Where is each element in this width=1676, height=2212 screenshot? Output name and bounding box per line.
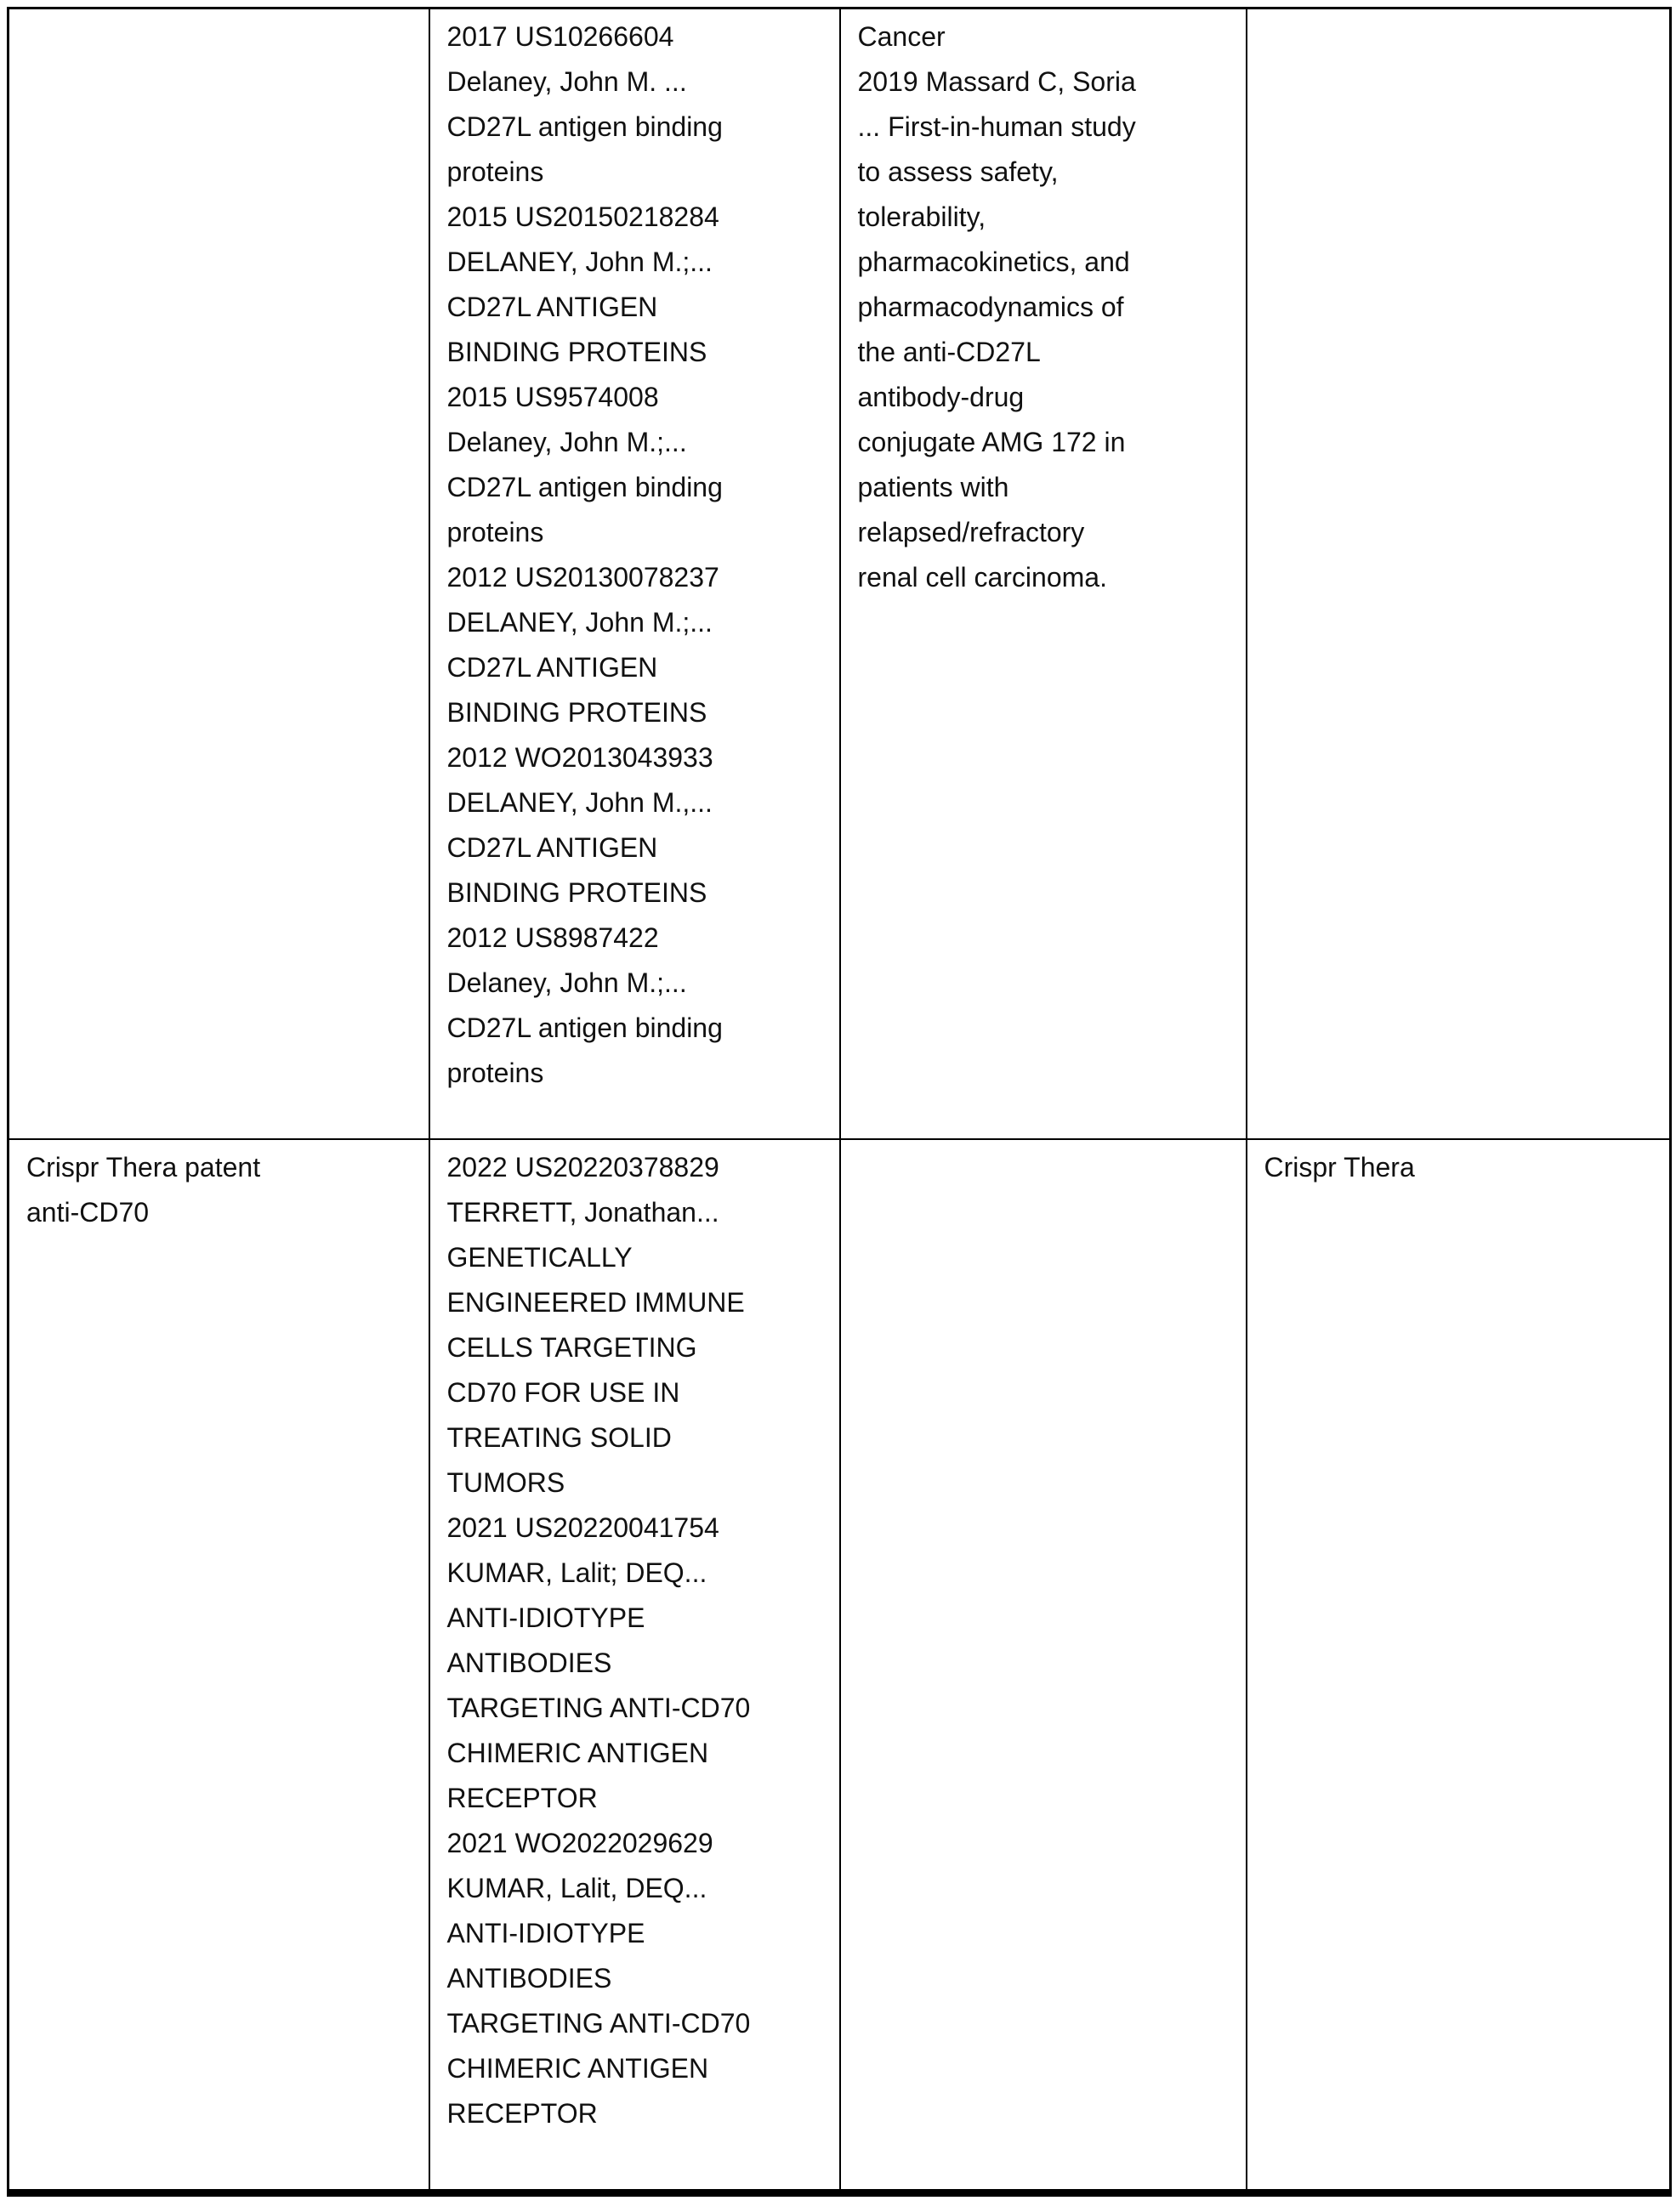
table-row: [9, 9, 1671, 1139]
patent-table: [7, 7, 1672, 2197]
cell-patent-list: 2022 US20220378829 TERRETT, Jonathan... GENETICALLY ENGINEERED IMMUNE CELLS TARGETING CD70 FOR USE IN TREATING SOLID TUMORS 2021 US20220041754 KUMAR, Lalit; DEQ... ANTI-IDIOTYPE ANTIBODIES TARGETING ANTI-CD70 CHIMERIC ANTIGEN RECEPTOR 2021 WO2022029629 KUMAR, Lalit, DEQ... ANTI-IDIOTYPE ANTIBODIES TARGETING ANTI-CD70 CHIMERIC ANTIGEN RECEPTOR: [429, 1139, 840, 2193]
cell-patent-list: 2017 US10266604 Delaney, John M. ... CD27L antigen binding proteins 2015 US20150218284 DELANEY, John M.;... CD27L ANTIGEN BINDING PROTEINS 2015 US9574008 Delaney, John M.;... CD27L antigen binding proteins 2012 US20130078237 DELANEY, John M.;... CD27L ANTIGEN BINDING PROTEINS 2012 WO2013043933 DELANEY, John M.,... CD27L ANTIGEN BINDING PROTEINS 2012 US8987422 Delaney, John M.;... CD27L antigen binding proteins: [429, 9, 840, 1139]
cell-publication-list: Cancer 2019 Massard C, Soria ... First-in-human study to assess safety, tolerability, pharmacokinetics, and pharmacodynamics of the anti-CD27L antibody-drug conjugate AMG 172 in patients with relapsed/refractory renal cell carcinoma.: [840, 9, 1247, 1139]
table-row: [9, 1139, 1671, 2193]
cell-publication-list: [840, 1139, 1247, 2193]
cell-company: [1247, 9, 1671, 1139]
cell-target-name: [9, 9, 429, 1139]
cell-target-name: Crispr Thera patent anti-CD70: [9, 1139, 429, 2193]
cell-company: Crispr Thera: [1247, 1139, 1671, 2193]
